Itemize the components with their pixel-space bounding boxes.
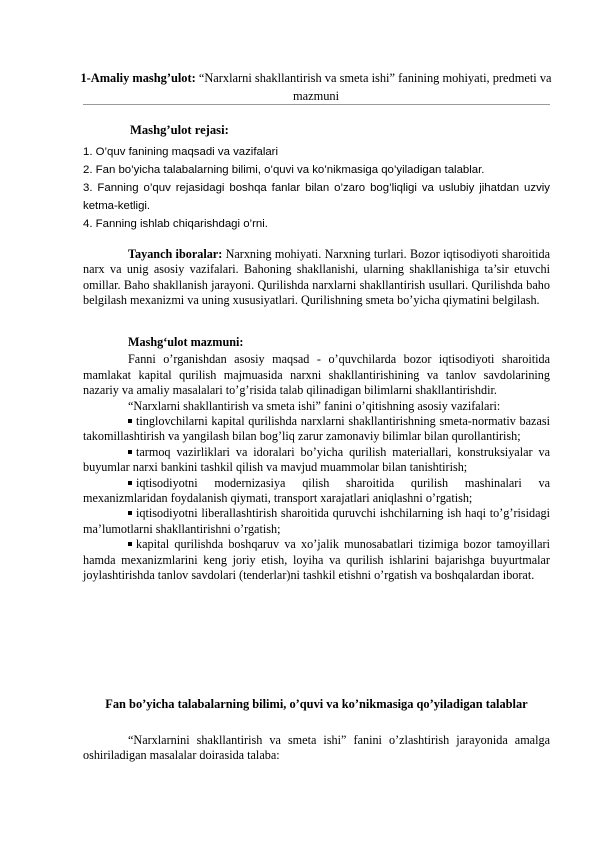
bullet-icon	[128, 511, 132, 515]
bullet-icon	[128, 542, 132, 546]
title-text: “Narxlarni shakllantirish va smeta ishi” fanining mohiyati, predmeti va mazmuni	[195, 71, 552, 103]
content-heading: Mashg‘ulot mazmuni:	[128, 335, 244, 349]
key-terms	[83, 247, 550, 309]
task-text: iqtisodiyotni modernizasiya qilish sharoitida qurilish mashinalari va mexanizmlaridan foydalanish qiymati, transport xarajatlari aniqlashni o’rgatish;	[83, 475, 550, 506]
section-text-block	[83, 733, 550, 764]
plan-item: 2. Fan bo’yicha talabalarning bilimi, o’quvi va ko’nikmasiga qo’yiladigan talablar.	[83, 164, 485, 176]
bullet-icon	[128, 419, 132, 423]
task-bullet	[83, 537, 550, 583]
key-terms-text: Narxning mohiyati. Narxning turlari. Bozor iqtisodiyoti sharoitida narx va unig asosiy vazifalari. Bahoning shakllanishi, ularning shakllanishiga ta’sir etuvchi omillar. Baho shakllanish jarayoni. Qurilishda narxlarni shakllantirish usullari. Qurilishda baho belgilash mexanizmi va uning xususiyatlari. Qurilishning smeta bo’yicha qiymatini belgilash.	[83, 247, 550, 308]
task-text: tarmoq vazirliklari va idoralari bo’yicha qurilish materiallari, konstruksiyalar va buyumlar narxi bankini tashkil qilish va mavjud muammolar bilan tanishtirish;	[83, 444, 550, 475]
task-bullet	[83, 476, 550, 507]
page-title	[80, 69, 552, 105]
plan-item: 1. O’quv fanining maqsadi va vazifalari	[83, 146, 279, 158]
plan-item: 3. Fanning o’quv rejasidagi boshqa fanlar bilan o’zaro bog’liqligi va uslubiy jihatdan uzviy ketma-ketligi.	[83, 182, 550, 212]
bullet-icon	[128, 450, 132, 454]
key-terms-label: Tayanch iboralar:	[128, 247, 223, 261]
title-label: 1-Amaliy mashg’ulot:	[80, 71, 196, 85]
title-divider	[83, 104, 550, 105]
task-text: tinglovchilarni kapital qurilishda narxlarni shakllantirishning smeta-normativ bazasi takomillashtirish va yangilash bilan bog’liq zarur zamonaviy bilimlar bilan qurollantirish;	[83, 414, 550, 444]
section-heading: Fan bo’yicha talabalarning bilimi, o’quvi va ko’nikmasiga qo’yiladigan talablar	[105, 697, 528, 711]
task-text: kapital qurilishda boshqaruv va xo’jalik munosabatlari tizimiga bozor tamoyillari hamda mexanizmlarini keng joriy etish, loyiha va qurilish ishlarini bajarishga buyurtmalar joylashtirishda tanlov savdolari (tenderlar)ni tashkil etishni o’rgatish va boshqalardan iborat.	[83, 537, 550, 583]
bullet-icon	[128, 481, 132, 485]
task-bullet	[83, 445, 550, 476]
plan-list	[83, 143, 550, 233]
tasks-intro: “Narxlarni shakllantirish va smeta ishi” fanini o’qitishning asosiy vazifalari:	[128, 398, 501, 413]
section-text: “Narxlarnini shakllantirish va smeta ishi” fanini o’zlashtirish jarayonida amalga oshiriladigan masalalar doirasida talaba:	[83, 733, 550, 763]
task-bullet	[83, 506, 550, 537]
content-section	[83, 335, 550, 584]
plan-item: 4. Fanning ishlab chiqarishdagi o’rni.	[83, 218, 268, 230]
plan-heading: Mashg’ulot rejasi:	[130, 123, 229, 137]
task-text: iqtisodiyotni liberallashtirish sharoitida quruvchi ishchilarning ish haqi to’g’risidagi ma’lumotlarni shakllantirishni o’rgatish;	[83, 506, 550, 536]
task-bullet	[83, 414, 550, 445]
content-intro: Fanni o’rganishdan asosiy maqsad - o’quvchilarda bozor iqtisodiyoti sharoitida mamlakat kapital qurilish majmuasida narxni shakllantirishining va tanlov savdolarining nazariy va amaliy masalalari to’g’risida talab qilinadigan bilimlarni shakllantirishdir.	[83, 352, 550, 398]
